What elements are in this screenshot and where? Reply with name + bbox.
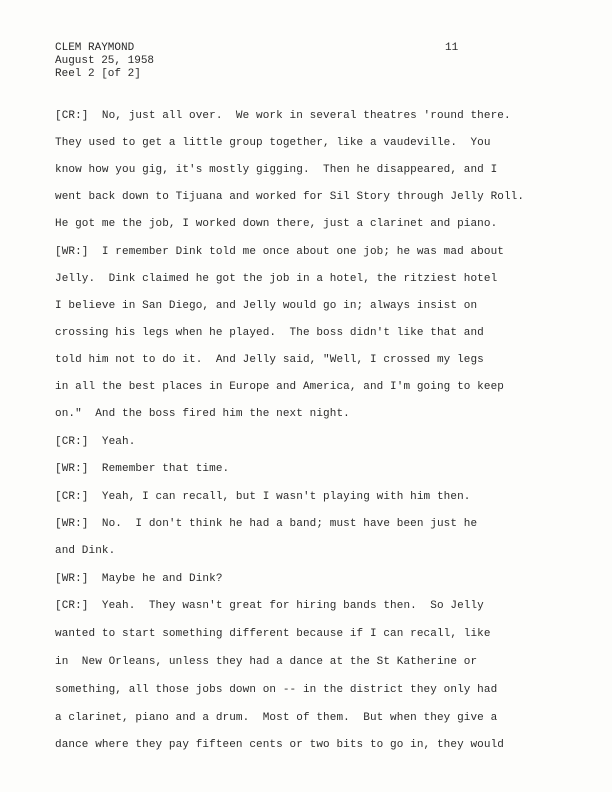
transcript-line: in all the best places in Europe and America, and I'm going to keep (55, 381, 504, 393)
transcript-line: know how you gig, it's mostly gigging. Then he disappeared, and I (55, 164, 498, 176)
transcript-line: dance where they pay fifteen cents or two bits to go in, they would (55, 739, 504, 751)
transcript-line: wanted to start something different because if I can recall, like (55, 628, 491, 640)
reel-label: Reel 2 [of 2] (55, 68, 141, 80)
transcript-line: They used to get a little group together, like a vaudeville. You (55, 137, 491, 149)
transcript-line: [WR:] Remember that time. (55, 463, 230, 475)
transcript-line: He got me the job, I worked down there, just a clarinet and piano. (55, 218, 498, 230)
transcript-line: and Dink. (55, 545, 116, 557)
interviewee-name: CLEM RAYMOND (55, 42, 135, 54)
page-number: 11 (445, 42, 459, 54)
transcript-line: on." And the boss fired him the next night. (55, 408, 350, 420)
transcript-line: [CR:] Yeah, I can recall, but I wasn't playing with him then. (55, 491, 471, 503)
transcript-line: I believe in San Diego, and Jelly would go in; always insist on (55, 300, 478, 312)
transcript-line: [CR:] Yeah. They wasn't great for hiring bands then. So Jelly (55, 600, 484, 612)
transcript-line: in New Orleans, unless they had a dance at the St Katherine or (55, 656, 478, 668)
transcript-line: [CR:] Yeah. (55, 436, 136, 448)
interview-date: August 25, 1958 (55, 55, 155, 67)
transcript-line: Jelly. Dink claimed he got the job in a hotel, the ritziest hotel (55, 273, 498, 285)
transcript-line: crossing his legs when he played. The boss didn't like that and (55, 327, 484, 339)
transcript-line: [WR:] Maybe he and Dink? (55, 573, 223, 585)
transcript-line: [CR:] No, just all over. We work in several theatres 'round there. (55, 110, 511, 122)
transcript-line: told him not to do it. And Jelly said, "Well, I crossed my legs (55, 354, 484, 366)
transcript-line: [WR:] I remember Dink told me once about one job; he was mad about (55, 246, 504, 258)
transcript-line: [WR:] No. I don't think he had a band; must have been just he (55, 518, 478, 530)
transcript-line: something, all those jobs down on -- in the district they only had (55, 684, 498, 696)
transcript-line: went back down to Tijuana and worked for Sil Story through Jelly Roll. (55, 191, 525, 203)
transcript-line: a clarinet, piano and a drum. Most of them. But when they give a (55, 712, 498, 724)
